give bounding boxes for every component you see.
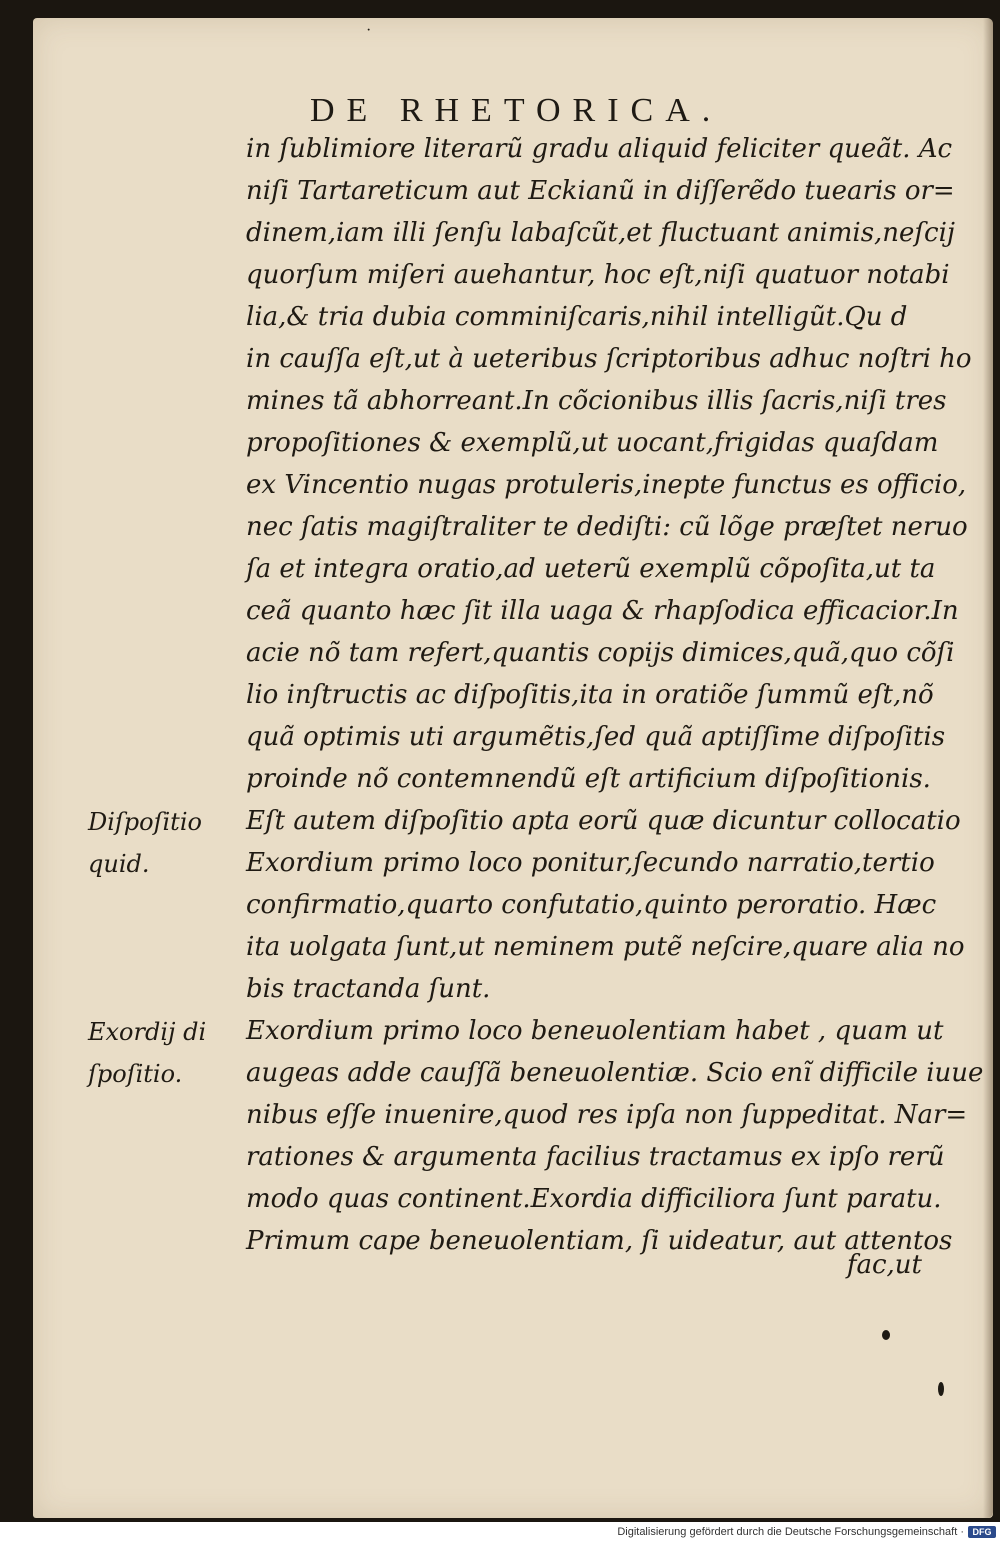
body-line: in cauſſa eſt,ut à ueteribus ſcriptoribus adhuc noſtri ho (246, 344, 972, 374)
body-line: ceã quanto hæc ſit illa uaga & rhapſodica efficacior.In (246, 596, 959, 626)
body-line: ex Vincentio nugas protuleris,inepte functus es officio, (246, 470, 967, 500)
header-dot: · (366, 22, 372, 39)
body-line: Exordium primo loco beneuolentiam habet , quam ut (246, 1016, 944, 1046)
dfg-logo-icon: DFG (968, 1526, 996, 1538)
body-line: quorſum miſeri auehantur, hoc eſt,niſi quatuor notabi (246, 260, 950, 290)
margin-note-dispositio-quid: quid. (88, 850, 150, 878)
running-title: DE RHETORICA. (310, 92, 723, 129)
ink-spot (882, 1330, 890, 1340)
body-line: augeas adde cauſſã beneuolentiæ. Scio enĩ difficile iuue (246, 1058, 984, 1088)
margin-note-spositio: ſpoſitio. (88, 1060, 183, 1088)
body-line: Eſt autem diſpoſitio apta eorũ quæ dicuntur collocatio (246, 806, 961, 836)
body-line: modo quas continent.Exordia difficiliora ſunt paratu. (246, 1184, 942, 1214)
body-line: in ſublimiore literarũ gradu aliquid feliciter queãt. Ac (246, 134, 953, 164)
margin-note-exordij: Exordij di (88, 1018, 207, 1046)
body-line: confirmatio,quarto confutatio,quinto peroratio. Hæc (246, 890, 937, 920)
body-line: dinem,iam illi ſenſu labaſcũt,et fluctuant animis,neſcij (246, 218, 955, 248)
body-line: niſi Tartareticum aut Eckianũ in diſſerẽdo tuearis or= (246, 176, 955, 206)
body-line: rationes & argumenta facilius tractamus ex ipſo rerũ (246, 1142, 945, 1172)
footer-bar (0, 1522, 1000, 1542)
body-line: propoſitiones & exemplũ,ut uocant,frigidas quaſdam (246, 428, 939, 458)
catchword: fac,ut (846, 1250, 922, 1280)
body-line: nibus eſſe inuenire,quod res ipſa non ſuppeditat. Nar= (246, 1100, 968, 1130)
body-line: quã optimis uti argumẽtis,ſed quã aptiſſime diſpoſitis (246, 722, 946, 752)
body-line: lio inſtructis ac diſpoſitis,ita in oratiõe ſummũ eſt,nõ (246, 680, 934, 710)
margin-note-dispositio: Diſpoſitio (88, 808, 202, 836)
ink-spot (938, 1382, 944, 1396)
funding-credit: Digitalisierung gefördert durch die Deutsche Forschungsgemeinschaft · (617, 1526, 964, 1538)
body-line: acie nõ tam refert,quantis copijs dimices,quã,quo cõſi (246, 638, 955, 668)
body-line: lia,& tria dubia comminiſcaris,nihil intelligũt.Qu d (246, 302, 908, 332)
body-line: Primum cape beneuolentiam, ſi uideatur, aut attentos (246, 1226, 953, 1256)
body-line: nec ſatis magiſtraliter te dediſti: cũ lõge præſtet neruo (246, 512, 968, 542)
body-line: bis tractanda ſunt. (246, 974, 491, 1004)
body-line: mines tã abhorreant.In cõcionibus illis ſacris,niſi tres (246, 386, 947, 416)
body-line: ſa et integra oratio,ad ueterũ exemplũ cõpoſita,ut ta (246, 554, 936, 584)
body-line: Exordium primo loco ponitur,ſecundo narratio,tertio (246, 848, 935, 878)
body-line: proinde nõ contemnendũ eſt artificium diſpoſitionis. (246, 764, 931, 794)
page-edge-shadow (983, 18, 993, 1518)
body-line: ita uolgata ſunt,ut neminem putẽ neſcire,quare alia no (246, 932, 965, 962)
